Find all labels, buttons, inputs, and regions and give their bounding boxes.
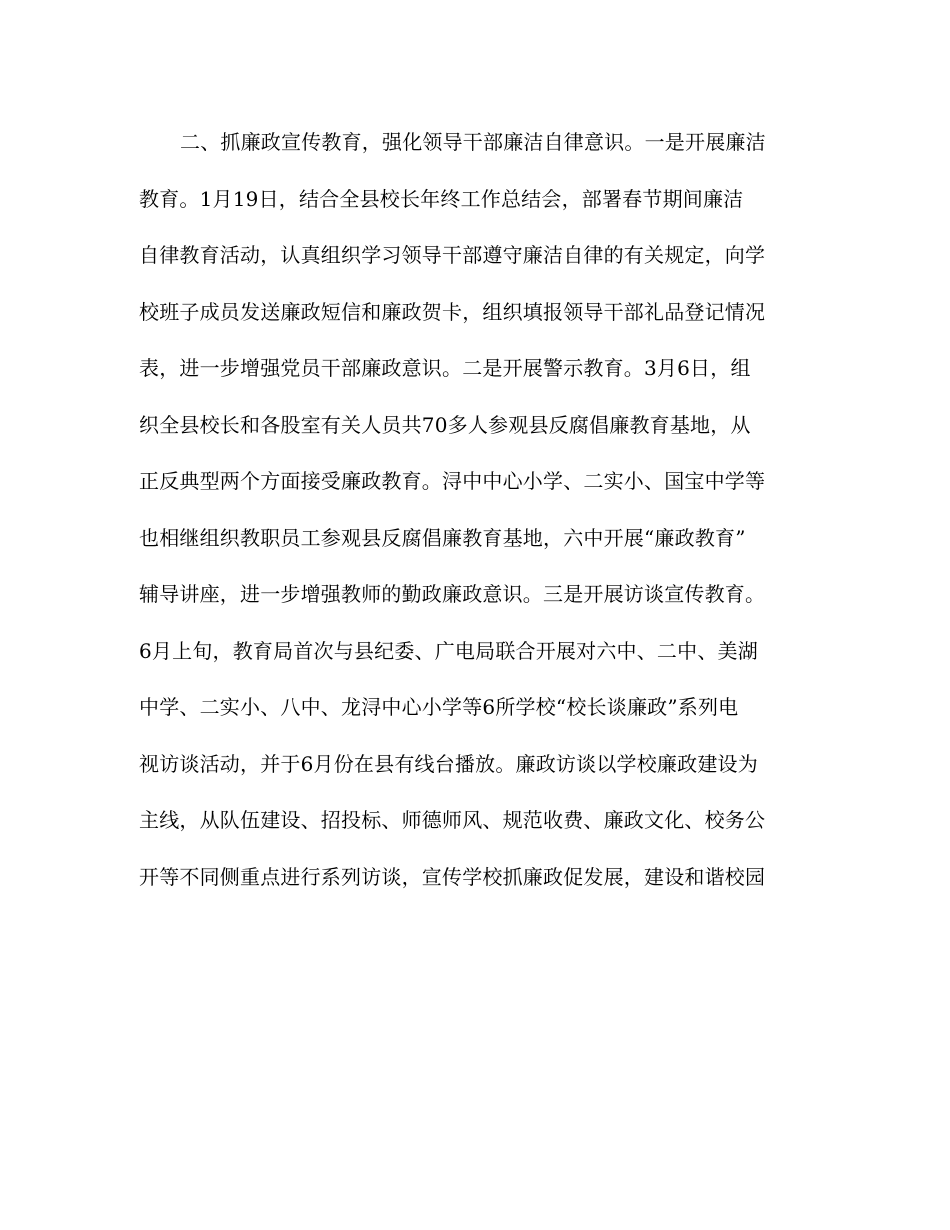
paragraph-line: 开等不同侧重点进行系列访谈，宣传学校抓廉政促发展，建设和谐校园: [139, 864, 766, 889]
paragraph-line: 教育。1月19日，结合全县校长年终工作总结会，部署春节期间廉洁: [139, 186, 744, 211]
paragraph-line: 主线，从队伍建设、招投标、师德师风、规范收费、廉政文化、校务公: [139, 808, 766, 832]
paragraph-line: 中学、二实小、八中、龙浔中心小学等6所学校“校长谈廉政”系列电: [139, 695, 739, 719]
paragraph-line: 正反典型两个方面接受廉政教育。浔中中心小学、二实小、国宝中学等: [139, 469, 766, 493]
paragraph-line: 6月上旬，教育局首次与县纪委、广电局联合开展对六中、二中、美湖: [139, 638, 758, 663]
paragraph-line: 也相继组织教职员工参观县反腐倡廉教育基地，六中开展“廉政教育”: [139, 525, 746, 550]
paragraph-line: 自律教育活动，认真组织学习领导干部遵守廉洁自律的有关规定，向学: [139, 243, 766, 267]
paragraph-line: 二、抓廉政宣传教育，强化领导干部廉洁自律意识。一是开展廉洁: [180, 130, 766, 154]
paragraph-line: 辅导讲座，进一步增强教师的勤政廉政意识。三是开展访谈宣传教育。: [139, 582, 766, 606]
paragraph-line: 校班子成员发送廉政短信和廉政贺卡，组织填报领导干部礼品登记情况: [139, 299, 766, 324]
paragraph-line: 表，进一步增强党员干部廉政意识。二是开展警示教育。3月6日，组: [139, 356, 751, 380]
body-paragraph: [139, 122, 819, 913]
paragraph-line: 视访谈活动，并于6月份在县有线台播放。廉政访谈以学校廉政建设为: [139, 751, 758, 776]
paragraph-line: 织全县校长和各股室有关人员共70多人参观县反腐倡廉教育基地，从: [139, 412, 751, 437]
